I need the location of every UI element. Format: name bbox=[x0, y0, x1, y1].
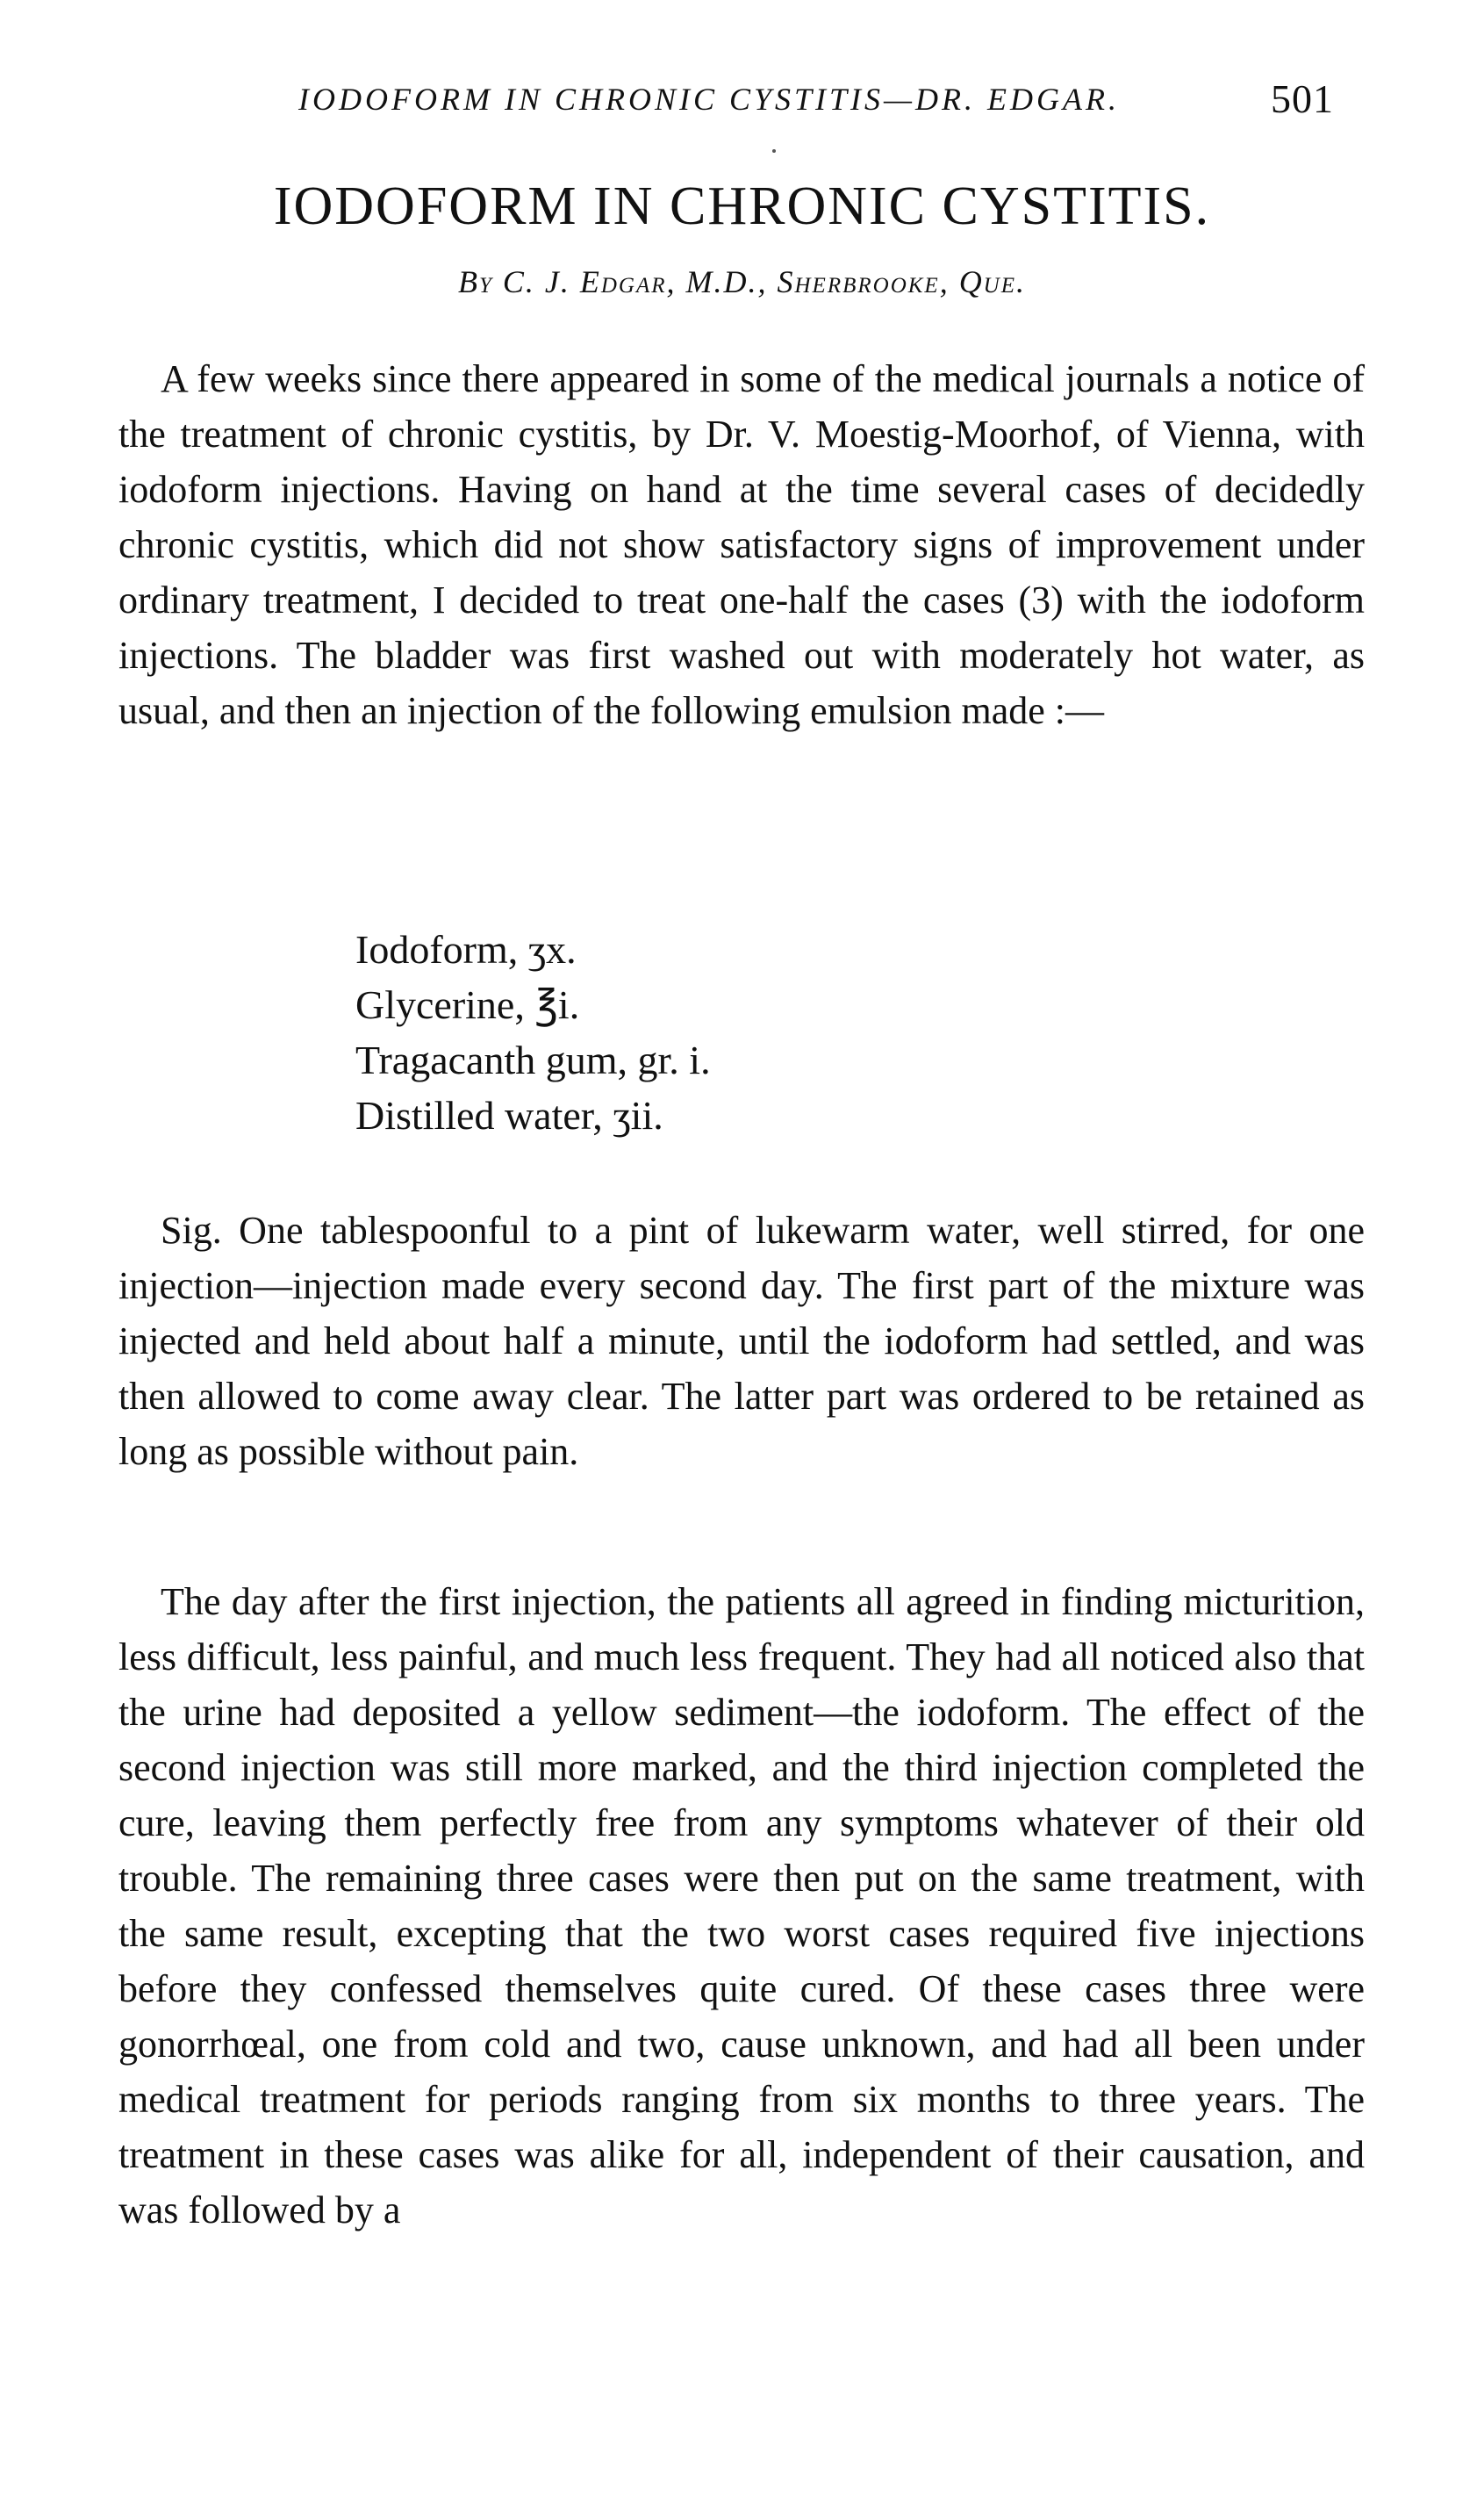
paragraph-intro: A few weeks since there appeared in some of the medical journals a notice of the treatment of chronic cystitis, by Dr. V. Moestig-Moorhof, of Vienna, with iodoform injections. Having on hand at the time several cases of decidedly chronic cystitis, which did not show satisfactory signs of improvement under ordinary treatment, I decided to treat one-half the cases (3) with the iodoform injections. The bladder was first washed out with moderately hot water, as usual, and then an injection of the following emulsion made :— bbox=[118, 357, 1365, 732]
prescription-item: Distilled water, ʒii. bbox=[355, 1093, 663, 1138]
print-speck bbox=[772, 149, 776, 153]
article-title: IODOFORM IN CHRONIC CYSTITIS. bbox=[273, 176, 1211, 236]
article-byline: By C. J. Edgar, M.D., Sherbrooke, Que. bbox=[457, 264, 1027, 299]
paragraph-results: The day after the first injection, the patients all agreed in finding micturition, less difficult, less painful, and much less frequent. They had all noticed also that the urine had deposited a yellow sediment—the iodoform. The effect of the second injection was still more marked, and the third injection completed the cure, leaving them perfectly free from any symptoms whatever of their old trouble. The remaining three cases were then put on the same treatment, with the same result, excepting that the two worst cases required five injections before they confessed themselves quite cured. Of these cases three were gonorrhœal, one from cold and two, cause unknown, and had all been under medical treatment for periods ranging from six months to three years. The treatment in these cases was alike for all, independent of their causation, and was followed by a bbox=[118, 1580, 1365, 2231]
prescription-item: Glycerine, ℥i. bbox=[355, 982, 580, 1027]
prescription-list bbox=[355, 922, 1057, 1143]
paragraph-signa: Sig. One tablespoonful to a pint of lukewarm water, well stirred, for one injection—injection made every second day. The first part of the mixture was injected and held about half a minute, until the iodoform had settled, and was then allowed to come away clear. The latter part was ordered to be retained as long as possible without pain. bbox=[118, 1209, 1365, 1473]
prescription-item: Iodoform, ʒx. bbox=[355, 927, 577, 972]
page-number: 501 bbox=[1271, 76, 1334, 121]
running-head-title: IODOFORM IN CHRONIC CYSTITIS—DR. EDGAR. bbox=[298, 82, 1120, 117]
running-head bbox=[298, 76, 1334, 133]
prescription-item: Tragacanth gum, gr. i. bbox=[355, 1038, 711, 1082]
